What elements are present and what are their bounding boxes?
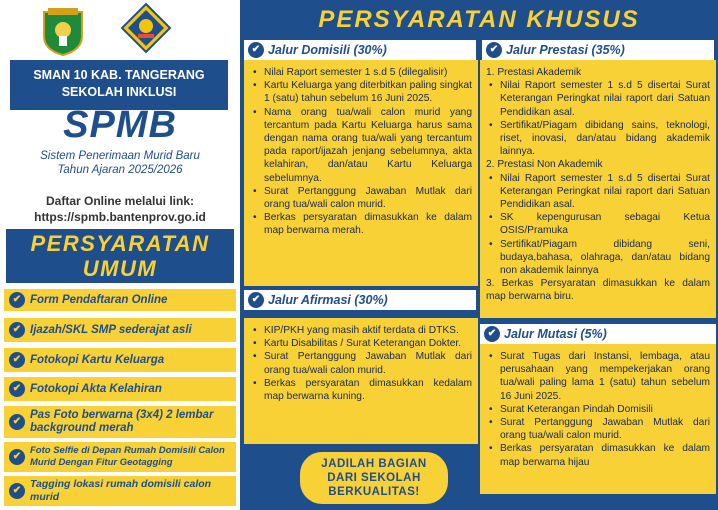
- special-requirements-heading: PERSYARATAN KHUSUS: [318, 6, 640, 33]
- general-requirement-item: [4, 318, 236, 342]
- afirmasi-list: [250, 324, 472, 403]
- check-icon: ✔: [248, 42, 264, 58]
- afirmasi-body: [244, 318, 478, 444]
- subtitle-line-2: Tahun Ajaran 2025/2026: [57, 164, 183, 176]
- list-item: • Kartu Keluarga yang diterbitkan paling singkat 1 (satu) tahun sebelum 16 Juni 2025.: [250, 79, 472, 105]
- tagline-badge: [300, 452, 448, 504]
- registration-info: [0, 193, 240, 225]
- general-requirement-item: [4, 348, 236, 372]
- list-item: • Berkas persyaratan dimasukkan ke dalam map berwarna merah.: [250, 211, 472, 237]
- general-heading-line-1: PERSYARATAN: [30, 231, 210, 256]
- list-item: • Nilai Raport semester 1 s.d 5 disertai Surat Keterangan Peringkat nilai raport dari Satuan Pendidikan asal.: [486, 79, 710, 119]
- general-requirement-label: Pas Foto berwarna (3x4) 2 lembar background merah: [30, 409, 214, 434]
- list-item: • Sertifikat/Piagam dibidang seni, budaya,bahasa, olahraga, dan/atau bidang non akademik lainnya: [486, 238, 710, 278]
- check-icon: ✔: [9, 322, 25, 338]
- subtitle: [0, 149, 240, 177]
- check-icon: ✔: [9, 381, 25, 397]
- general-requirement-item: [4, 377, 236, 401]
- list-item: • Surat Pertanggung Jawaban Mutlak dari orang tua/wali calon murid.: [250, 185, 472, 211]
- general-requirement-label: Fotokopi Akta Kelahiran: [30, 382, 162, 395]
- prestasi-body: [480, 60, 716, 318]
- list-item: • Berkas persyaratan dimasukkan kedalam map berwarna kuning.: [250, 377, 472, 403]
- general-requirement-item: [4, 406, 236, 438]
- general-requirements-heading: [6, 229, 234, 283]
- check-icon: ✔: [9, 414, 25, 430]
- mutasi-heading-label: Jalur Mutasi (5%): [504, 327, 607, 341]
- registration-link[interactable]: https://spmb.bantenprov.go.id: [34, 210, 206, 224]
- general-requirement-item: [4, 476, 236, 506]
- general-requirement-label: Form Pendaftaran Online: [30, 293, 168, 306]
- list-item: • KIP/PKH yang masih aktif terdata di DTKS.: [250, 324, 472, 337]
- page-title: SPMB: [63, 104, 177, 146]
- check-icon: ✔: [486, 42, 502, 58]
- list-item: • Surat Pertanggung Jawaban Mutlak dari orang tua/wali calon murid.: [486, 416, 710, 442]
- prestasi-heading-label: Jalur Prestasi (35%): [506, 43, 625, 57]
- list-item: • Nilai Raport semester 1 s.d 5 (dilegalisir): [250, 66, 472, 79]
- list-item: • Sertifikat/Piagam dibidang sains, teknologi, riset, inovasi, dan/atau bidang akademik lainnya.: [486, 119, 710, 159]
- school-name-box: [10, 60, 228, 110]
- prestasi-list: [486, 66, 710, 304]
- registration-label: Daftar Online melalui link:: [45, 194, 195, 208]
- tagline-line-1: JADILAH BAGIAN: [321, 458, 427, 470]
- domisili-heading-label: Jalur Domisili (30%): [268, 43, 387, 57]
- mutasi-heading: [480, 324, 716, 344]
- general-requirement-label: Ijazah/SKL SMP sederajat asli: [30, 323, 192, 336]
- prestasi-subheading: 1. Prestasi Akademik: [486, 67, 582, 78]
- list-item: • Surat Keterangan Pindah Domisili: [486, 403, 710, 416]
- domisili-list: [250, 66, 472, 238]
- subtitle-line-1: Sistem Penerimaan Murid Baru: [40, 150, 200, 162]
- check-icon: ✔: [9, 449, 25, 465]
- general-heading-line-2: UMUM: [82, 256, 158, 281]
- general-requirement-label: Tagging lokasi rumah domisili calon murid: [30, 478, 212, 503]
- tagline-line-2: DARI SEKOLAH: [327, 472, 421, 484]
- banten-province-logo: [40, 6, 86, 56]
- list-item: • SK kepengurusan sebagai Ketua OSIS/Pramuka: [486, 211, 710, 237]
- list-item: • Berkas persyaratan dimasukkan ke dalam map berwarna hijau: [486, 442, 710, 468]
- education-office-logo: [120, 2, 172, 54]
- left-panel: [0, 0, 240, 510]
- check-icon: ✔: [484, 326, 500, 342]
- general-requirement-item: [4, 442, 236, 472]
- domisili-body: [244, 60, 478, 286]
- check-icon: ✔: [9, 483, 25, 499]
- domisili-heading: [244, 40, 476, 60]
- list-item: • Nilai Raport semester 1 s.d 5 disertai Surat Keterangan Peringkat nilai raport dari Satuan Pendidikan asal.: [486, 172, 710, 212]
- mutasi-list: [486, 350, 710, 469]
- general-requirement-label: Fotokopi Kartu Keluarga: [30, 353, 165, 366]
- prestasi-subheading: 3. Berkas Persyaratan dimasukkan ke dalam map berwarna biru.: [486, 278, 710, 303]
- check-icon: ✔: [9, 292, 25, 308]
- general-requirement-label: Foto Selfie di Depan Rumah Domisili Calon Murid Dengan Fitur Geotagging: [30, 445, 225, 468]
- school-type: SEKOLAH INKLUSI: [61, 85, 177, 99]
- afirmasi-heading-label: Jalur Afirmasi (30%): [268, 293, 388, 307]
- list-item: • Kartu Disabilitas / Surat Keterangan Dokter.: [250, 337, 472, 350]
- list-item: • Surat Pertanggung Jawaban Mutlak dari orang tua/wali calon murid.: [250, 350, 472, 376]
- afirmasi-heading: [244, 290, 476, 310]
- list-item: • Nama orang tua/wali calon murid yang tercantum pada Kartu Keluarga harus sama dengan nama orang tua/wali yang tercantum pada raport/ijazah jenjang sebelumnya, akta kelahiran, dan/atau Kartu Keluarga sebelumnya.: [250, 106, 472, 185]
- check-icon: ✔: [248, 292, 264, 308]
- list-item: • Surat Tugas dari Instansi, lembaga, atau perusahaan yang mempekerjakan orang tua/wali paling lama 1 (satu) tahun sebelum 16 Juni 2025.: [486, 350, 710, 403]
- tagline-line-3: BERKUALITAS!: [328, 486, 420, 498]
- mutasi-body: [480, 344, 716, 494]
- right-panel: [240, 0, 718, 510]
- general-requirement-item: [4, 289, 236, 311]
- prestasi-subheading: 2. Prestasi Non Akademik: [486, 159, 603, 171]
- prestasi-heading: [482, 40, 714, 60]
- school-name: SMAN 10 KAB. TANGERANG: [33, 68, 205, 82]
- check-icon: ✔: [9, 352, 25, 368]
